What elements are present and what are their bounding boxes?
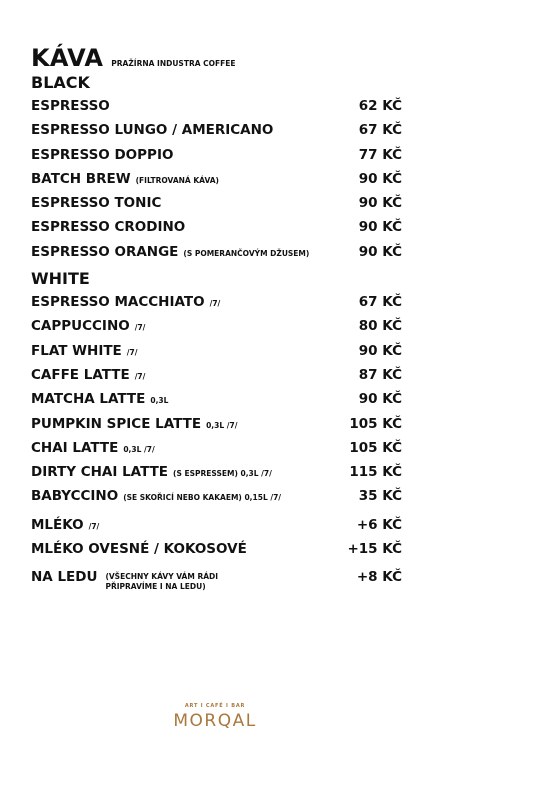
menu-item-row (31, 118, 402, 142)
menu-item-name-group (31, 290, 220, 316)
menu-item-price: 115 KČ (349, 464, 402, 481)
menu-item-row (31, 513, 402, 537)
menu-item-price: 90 KČ (358, 342, 402, 359)
menu-item-name: ESPRESSO DOPPIO (31, 146, 174, 163)
menu-item-name-group (31, 460, 272, 486)
menu-item-name-group (31, 387, 168, 413)
menu-title: KÁVA (31, 44, 104, 72)
menu-item-row (31, 94, 402, 118)
menu-item-row (31, 412, 402, 436)
menu-item-name: DIRTY CHAI LATTE (31, 464, 169, 481)
menu-item-price: 87 KČ (358, 366, 402, 383)
menu-item-note: 0,3L (150, 396, 169, 406)
black-coffee-list (31, 94, 402, 264)
menu-item-name-group (31, 240, 309, 266)
menu-item-note: /7/ (126, 347, 138, 357)
menu-item-row (31, 167, 402, 191)
menu-item-row (31, 363, 402, 387)
menu-item-name: CAPPUCCINO (31, 318, 130, 335)
menu-item-name-group (31, 167, 219, 193)
menu-item-note: (S POMERANČOVÝM DŽUSEM) (183, 248, 310, 258)
menu-item-row (31, 460, 402, 484)
white-coffee-list (31, 290, 402, 509)
menu-item-row (31, 290, 402, 314)
menu-item-note: (FILTROVANÁ KÁVA) (135, 175, 219, 185)
menu-item-name-group (31, 339, 137, 365)
logo-name: MORQAL (173, 711, 257, 731)
menu-item-name: ESPRESSO ORANGE (31, 243, 179, 260)
menu-item-note: /7/ (88, 521, 100, 531)
roastery-label: PRAŽÍRNA INDUSTRA COFFEE (111, 59, 236, 68)
menu-item-row (31, 215, 402, 239)
menu-item-name-group (31, 363, 145, 389)
menu-item-price: 105 KČ (349, 415, 402, 432)
menu-item-price: 90 KČ (358, 243, 402, 260)
menu-item-note: 0,3L /7/ (206, 420, 238, 430)
ice-option-price: +8 KČ (356, 569, 402, 586)
menu-item-name-group (31, 143, 178, 167)
menu-item-price: 80 KČ (358, 318, 402, 335)
section-heading-black: BLACK (31, 73, 90, 92)
menu-item-name-group (31, 94, 115, 118)
menu-item-row (31, 537, 402, 561)
menu-item-row (31, 191, 402, 215)
menu-item-note: /7/ (134, 323, 146, 333)
menu-item-name-group (31, 215, 190, 239)
menu-item-price: 67 KČ (358, 294, 402, 311)
menu-item-note: /7/ (209, 299, 221, 309)
menu-item-name-group (31, 537, 252, 561)
menu-item-price: 90 KČ (358, 170, 402, 187)
menu-item-price: 90 KČ (358, 195, 402, 212)
menu-item-note: /7/ (134, 371, 146, 381)
menu-item-name: MATCHA LATTE (31, 391, 146, 408)
menu-item-name: CAFFE LATTE (31, 366, 130, 383)
menu-item-price: 105 KČ (349, 439, 402, 456)
menu-title-row (31, 44, 402, 72)
menu-item-price: 62 KČ (358, 98, 402, 114)
menu-item-name: BABYCCINO (31, 488, 119, 505)
menu-item-price: +6 KČ (356, 516, 402, 533)
ice-option-name: NA LEDU (31, 569, 98, 586)
menu-item-name: MLÉKO OVESNÉ / KOKOSOVÉ (31, 541, 247, 558)
menu-item-name: FLAT WHITE (31, 342, 122, 359)
menu-item-name: ESPRESSO LUNGO / AMERICANO (31, 122, 274, 139)
menu-item-row (31, 387, 402, 411)
coffee-menu (31, 44, 402, 592)
menu-item-name: ESPRESSO (31, 98, 110, 114)
menu-item-name: ESPRESSO TONIC (31, 195, 162, 212)
menu-item-note: (SE SKOŘICÍ NEBO KAKAEM) 0,15L /7/ (123, 493, 282, 503)
menu-item-price: +15 KČ (347, 541, 402, 558)
menu-item-name-group (31, 436, 155, 462)
menu-item-row (31, 143, 402, 167)
section-heading-white: WHITE (31, 269, 90, 289)
menu-item-row (31, 436, 402, 460)
menu-item-name: MLÉKO (31, 516, 84, 533)
ice-option-row (31, 569, 402, 592)
menu-item-price: 77 KČ (358, 146, 402, 163)
menu-item-row (31, 240, 402, 264)
extras-list (31, 513, 402, 562)
menu-item-name: PUMPKIN SPICE LATTE (31, 415, 202, 432)
ice-option-note: (VŠECHNY KÁVY VÁM RÁDI PŘIPRAVÍME I NA LEDU) (105, 572, 219, 592)
menu-item-price: 90 KČ (358, 219, 402, 236)
menu-item-note: (S ESPRESSEM) 0,3L /7/ (173, 469, 272, 479)
menu-item-note: 0,3L /7/ (123, 444, 155, 454)
menu-item-row (31, 339, 402, 363)
menu-item-name: ESPRESSO MACCHIATO (31, 294, 205, 311)
menu-item-name-group (31, 412, 237, 438)
menu-item-name-group (31, 513, 99, 539)
menu-item-name-group (31, 118, 278, 142)
menu-item-name-group (31, 484, 281, 510)
menu-item-price: 90 KČ (358, 391, 402, 408)
menu-item-name-group (31, 314, 145, 340)
menu-item-price: 35 KČ (358, 488, 402, 505)
menu-item-name-group (31, 191, 166, 215)
logo-tagline: ART I CAFÉ I BAR (184, 703, 246, 709)
menu-item-row (31, 314, 402, 338)
menu-item-name: BATCH BREW (31, 170, 131, 187)
morqal-logo (165, 703, 265, 731)
menu-item-row (31, 484, 402, 508)
menu-item-name: CHAI LATTE (31, 439, 119, 456)
menu-item-price: 67 KČ (358, 122, 402, 139)
menu-item-name: ESPRESSO CRODINO (31, 219, 186, 236)
